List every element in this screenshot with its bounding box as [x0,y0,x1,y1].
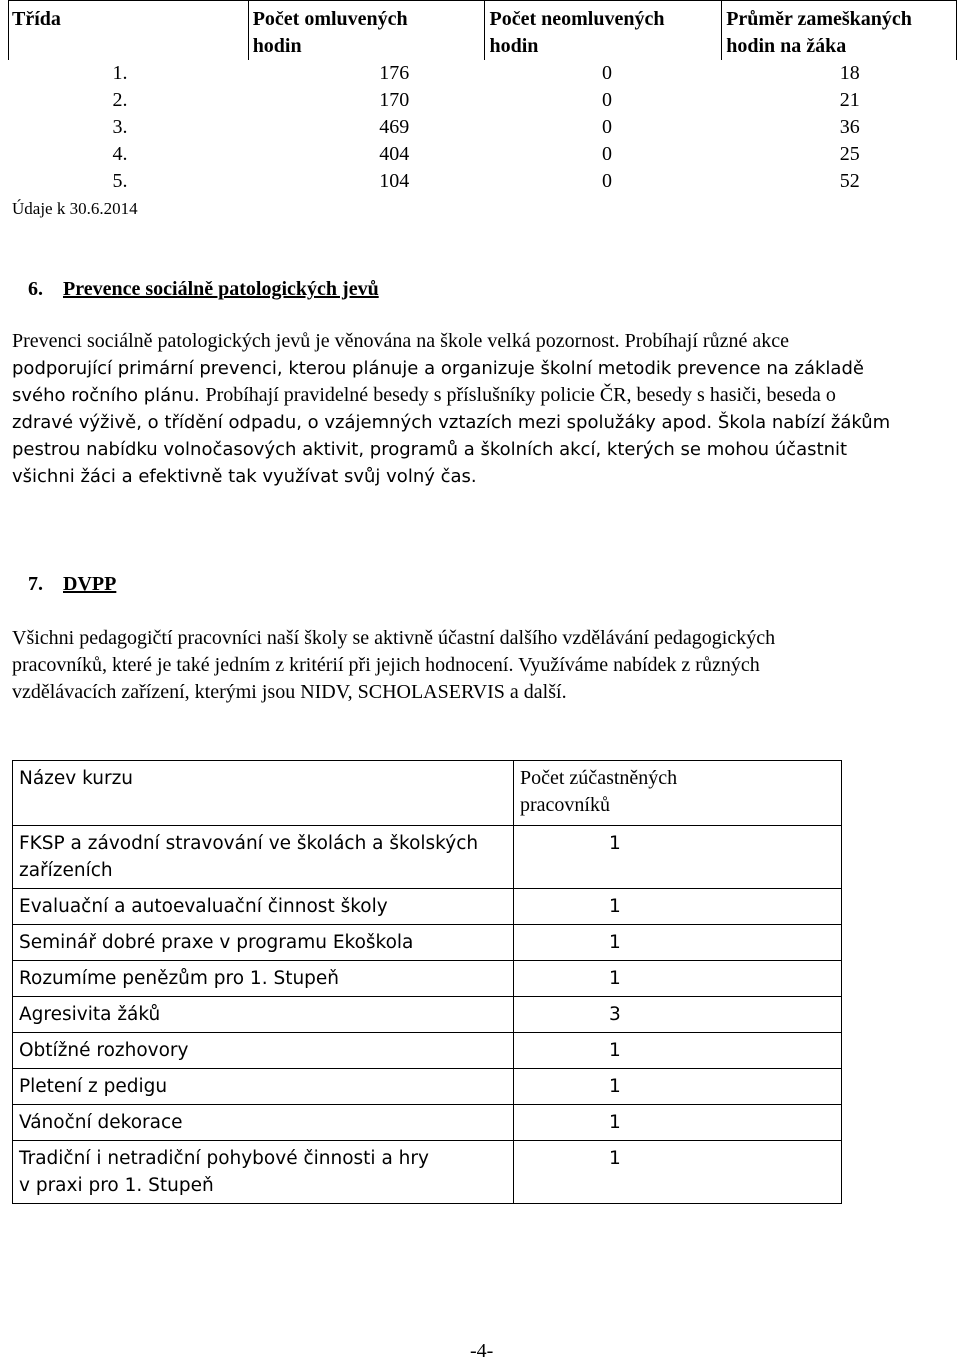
header-text: hodin na žáka [726,35,847,57]
table-row [9,168,957,195]
course-name: Vánoční dekorace [13,1105,514,1141]
excused-cell: 404 [379,143,410,165]
excused-cell: 104 [379,170,410,192]
average-cell: 25 [839,143,860,165]
course-name: Obtížné rozhovory [13,1033,514,1069]
table-row [13,1105,842,1141]
average-cell: 36 [839,116,860,138]
participant-count: 1 [514,889,842,925]
paragraph-line: vzdělávacích zařízení, kterými jsou NIDV, SCHOLASERVIS a další. [12,681,567,703]
courses-table [12,760,842,1204]
header-text: Počet neomluvených [489,8,665,30]
participant-count: 1 [514,1033,842,1069]
table-row [13,1069,842,1105]
paragraph-line: podporující primární prevenci, kterou plánuje a organizuje školní metodik prevence na základě [12,358,864,379]
participant-count: 1 [514,961,842,997]
header-text: pracovníků [520,794,610,816]
table-row [9,141,957,168]
class-cell: 2. [112,89,128,111]
class-cell: 5. [112,170,128,192]
paragraph-line: pestrou nabídku volnočasových aktivit, programů a školních akcí, kterých se mohou účastnit [12,439,848,460]
section6-number: 6. [28,278,43,300]
participant-count: 1 [514,925,842,961]
course-name: Agresivita žáků [13,997,514,1033]
class-cell: 4. [112,143,128,165]
unexcused-cell: 0 [601,89,612,111]
participant-count: 1 [514,1141,842,1204]
data-date-note: Údaje k 30.6.2014 [12,199,138,218]
table-row [9,114,957,141]
header-text: hodin [489,35,539,57]
paragraph-line: zdravé výživě, o třídění odpadu, o vzájemných vztazích mezi spolužáky apod. [12,412,713,433]
course-name [13,1141,514,1204]
header-cell [248,1,485,61]
paragraph-line: svého ročního plánu. [12,385,200,406]
header-text: Počet zúčastněných [520,767,678,789]
course-name-line: FKSP a závodní stravování ve školách a školských [19,833,479,854]
header-text: Třída [12,8,61,30]
paragraph-line: pracovníků, které je také jedním z kritérií při jejich hodnocení. Využíváme nabídek z různých [12,654,760,676]
header-cell [722,1,957,61]
average-cell: 21 [839,89,860,111]
header-cell [13,761,514,826]
absence-table-header [9,1,957,61]
excused-cell: 170 [379,89,410,111]
table-row [9,60,957,87]
unexcused-cell: 0 [601,170,612,192]
absence-table [8,0,957,195]
section7-paragraph [12,625,952,706]
paragraph-line: Všichni pedagogičtí pracovníci naší školy se aktivně účastní dalšího vzdělávání pedagogických [12,627,776,649]
course-name: Pletení z pedigu [13,1069,514,1105]
paragraph-line: všichni žáci a efektivně tak využívat svůj volný čas. [12,466,477,487]
average-cell: 52 [839,170,860,192]
header-cell [9,1,249,61]
section6-title: Prevence sociálně patologických jevů [63,278,379,300]
participant-count: 1 [514,1069,842,1105]
table-row [13,826,842,889]
table-row [13,1141,842,1204]
table-row [13,997,842,1033]
excused-cell: 176 [379,62,410,84]
paragraph-line: Škola nabízí žákům [717,412,891,433]
course-name-line: zařízeních [19,860,113,881]
table-row [13,925,842,961]
section7-title: DVPP [63,573,117,595]
course-name-line: Tradiční i netradiční pohybové činnosti a hry [19,1148,429,1169]
course-name: Evaluační a autoevaluační činnost školy [13,889,514,925]
header-text: Průměr zameškaných [726,8,912,30]
participant-count: 3 [514,997,842,1033]
courses-table-header [13,761,842,826]
section6-paragraph [12,328,952,490]
paragraph-line: Probíhají pravidelné besedy s příslušníky policie ČR, besedy s hasiči, beseda o [205,384,836,406]
table-row [13,1033,842,1069]
unexcused-cell: 0 [601,62,612,84]
course-name: Seminář dobré praxe v programu Ekoškola [13,925,514,961]
course-name-line: v praxi pro 1. Stupeň [19,1175,214,1196]
participant-count: 1 [514,826,842,889]
section7-number: 7. [28,573,43,595]
table-row [13,961,842,997]
unexcused-cell: 0 [601,143,612,165]
table-row [9,87,957,114]
class-cell: 1. [112,62,128,84]
header-text: hodin [252,35,302,57]
paragraph-line: Prevenci sociálně patologických jevů je věnována na škole velká pozornost. Probíhají různé akce [12,330,789,352]
header-cell [485,1,722,61]
header-text: Počet omluvených [252,8,408,30]
table-row [13,889,842,925]
course-name [13,826,514,889]
participant-count: 1 [514,1105,842,1141]
page-number: -4- [470,1340,494,1362]
unexcused-cell: 0 [601,116,612,138]
average-cell: 18 [839,62,860,84]
course-name: Rozumíme penězům pro 1. Stupeň [13,961,514,997]
header-text: Název kurzu [19,768,134,789]
header-cell [514,761,842,826]
class-cell: 3. [112,116,128,138]
excused-cell: 469 [379,116,410,138]
